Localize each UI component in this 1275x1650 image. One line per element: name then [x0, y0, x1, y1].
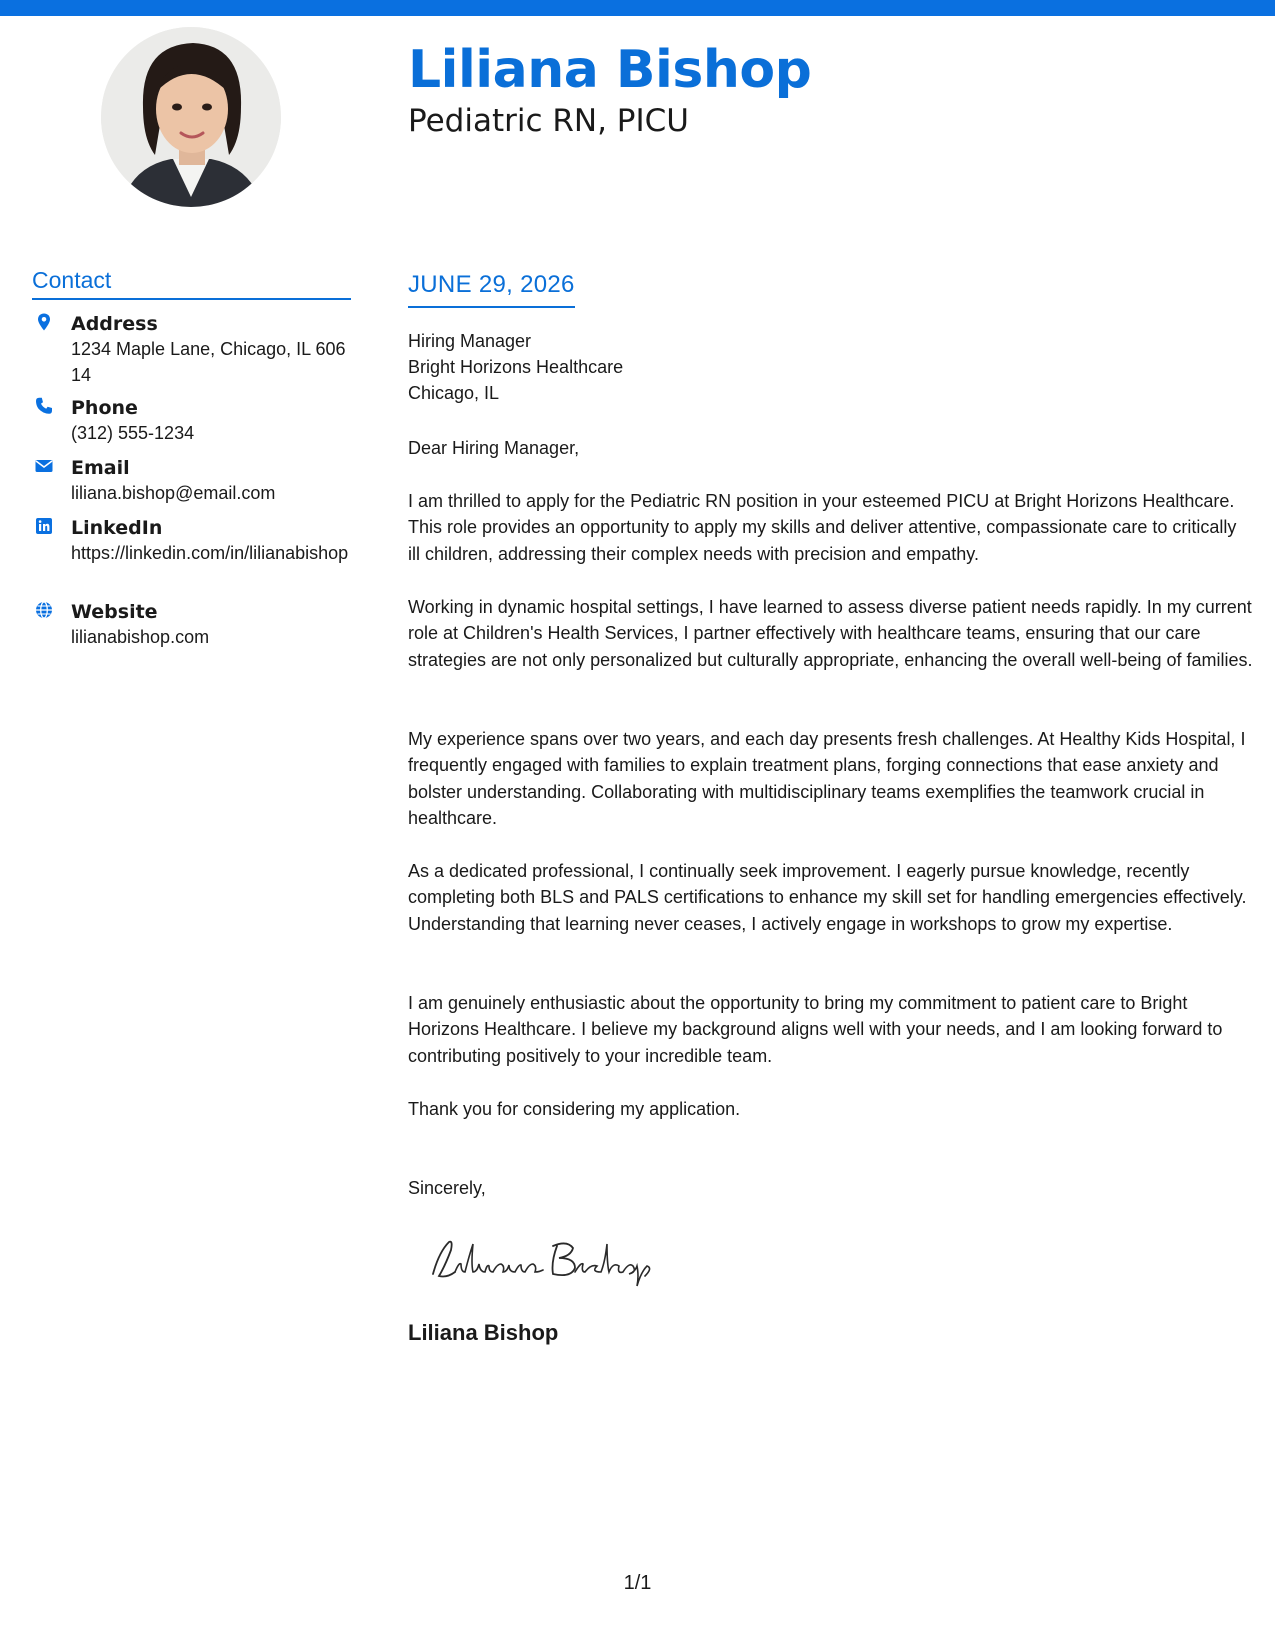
contact-label: Website — [71, 601, 158, 623]
website-value[interactable]: lilianabishop.com — [71, 627, 210, 647]
email-value[interactable]: liliana.bishop@email.com — [71, 483, 276, 503]
phone-icon — [34, 396, 54, 416]
signer-name: Liliana Bishop — [408, 1320, 559, 1345]
letter-paragraph: My experience spans over two years, and each day presents fresh challenges. At Healthy Kids Hospital, I frequently engaged with families to explain treatment plans, forging connections that ease anxiety and bolster understanding. Collaborating with multidisciplinary teams exemplifies the teamwork crucial in healthcare. — [408, 729, 1246, 828]
letter-paragraph: I am thrilled to apply for the Pediatric RN position in your esteemed PICU at Bright Horizons Healthcare. This role provides an opportunity to apply my skills and deliver attentive, compassionate care to critically ill children, addressing their complex needs with precision and empathy. — [408, 491, 1237, 564]
applicant-name: Liliana Bishop — [408, 40, 812, 100]
address-value: 1234 Maple Lane, Chicago, IL 60614 — [71, 339, 346, 385]
top-accent-bar — [0, 0, 1275, 16]
recipient-block — [408, 328, 1238, 406]
linkedin-value[interactable]: https://linkedin.com/in/lilianabishop — [71, 543, 349, 563]
contact-heading: Contact — [32, 266, 351, 300]
recipient-line: Chicago, IL — [408, 383, 500, 403]
recipient-line: Bright Horizons Healthcare — [408, 357, 624, 377]
applicant-title: Pediatric RN, PICU — [408, 103, 689, 139]
sign-off: Sincerely, — [408, 1178, 486, 1198]
phone-value[interactable]: (312) 555-1234 — [71, 423, 195, 443]
contact-label: Address — [71, 313, 158, 335]
envelope-icon — [34, 456, 54, 476]
contact-label: Phone — [71, 397, 138, 419]
map-pin-icon — [34, 312, 54, 332]
recipient-line: Hiring Manager — [408, 331, 532, 351]
avatar — [101, 27, 281, 207]
contact-label: Email — [71, 457, 130, 479]
letter-date: JUNE 29, 2026 — [408, 270, 575, 308]
letter-paragraph: As a dedicated professional, I continually seek improvement. I eagerly pursue knowledge, recently completing both BLS and PALS certifications to enhance my skill set for handling emergencies effectively. Understanding that learning never ceases, I actively engage in workshops to grow my expertise. — [408, 861, 1247, 934]
letter-paragraph: Working in dynamic hospital settings, I have learned to assess diverse patient needs rapidly. In my current role at Children's Health Services, I partner effectively with healthcare teams, ensuring that our care strategies are not only personalized but culturally appropriate, enhancing the overall well-being of families. — [408, 597, 1253, 670]
linkedin-icon — [34, 516, 54, 536]
letter-paragraph: I am genuinely enthusiastic about the opportunity to bring my commitment to patient care to Bright Horizons Healthcare. I believe my background aligns well with your needs, and I am looking forward to contributing positively to your incredible team. — [408, 993, 1223, 1066]
closing-line: Thank you for considering my application. — [408, 1099, 741, 1119]
handwritten-signature — [425, 1232, 665, 1292]
contact-label: LinkedIn — [71, 517, 163, 539]
page-number: 1/1 — [623, 1572, 652, 1594]
salutation: Dear Hiring Manager, — [408, 438, 580, 458]
globe-icon — [34, 600, 54, 620]
